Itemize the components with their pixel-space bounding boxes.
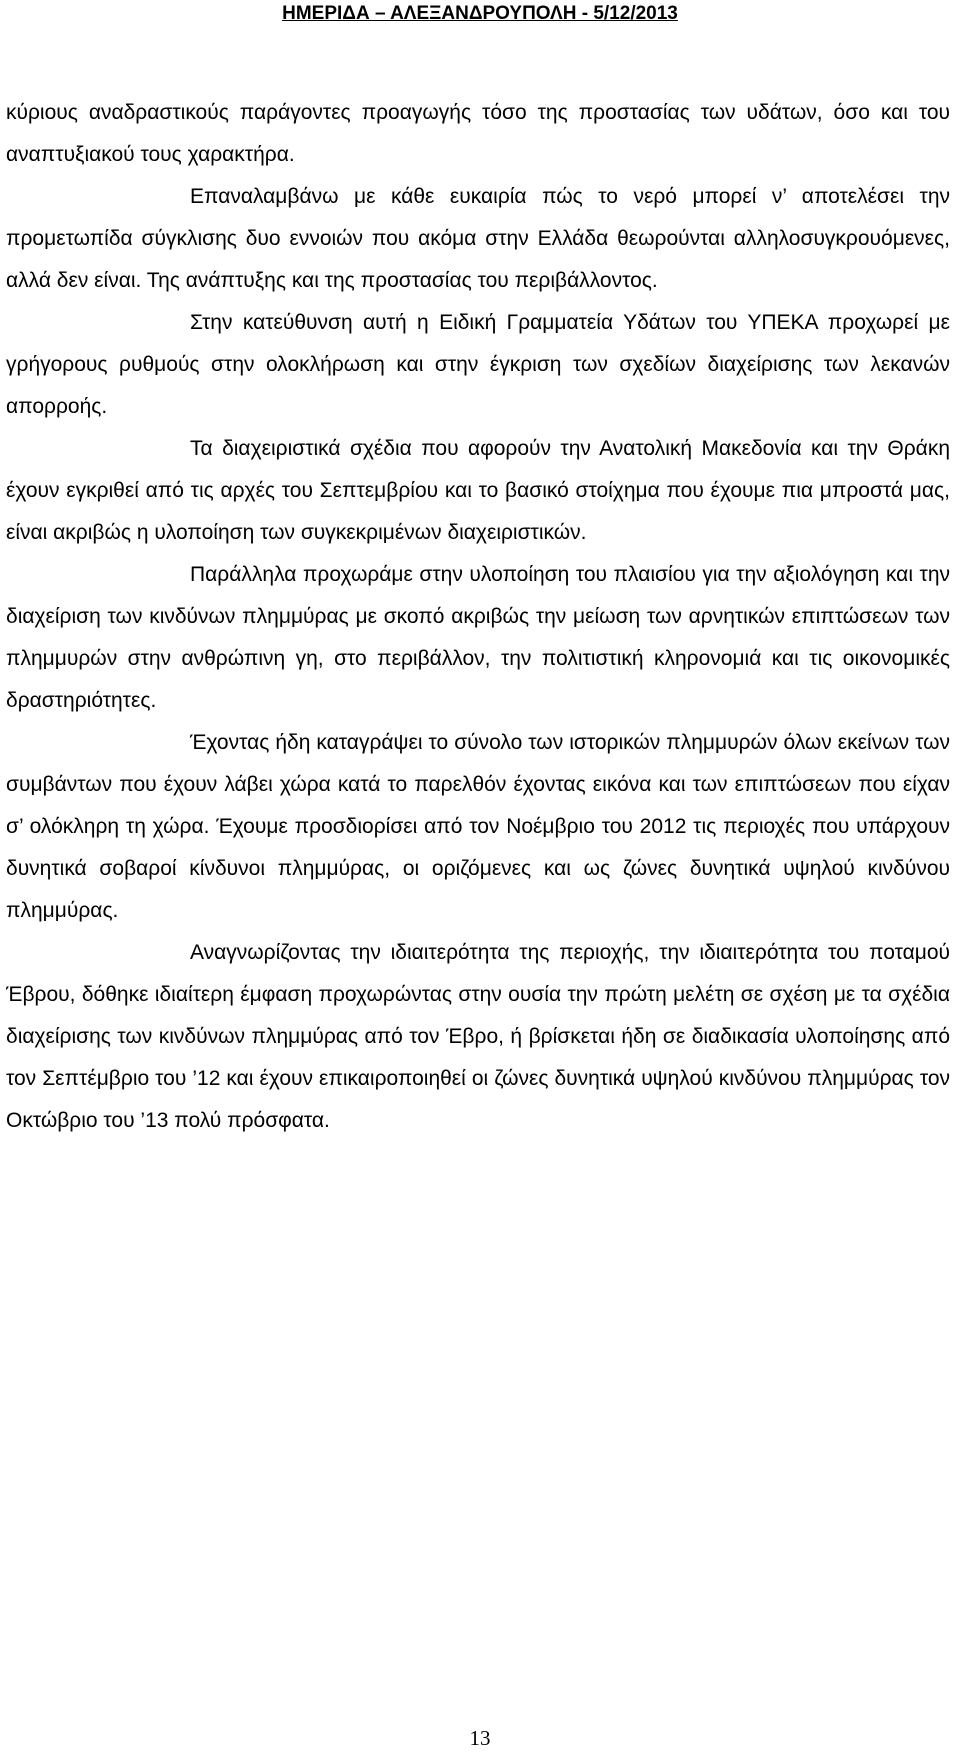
paragraph-3: Στην κατεύθυνση αυτή η Ειδική Γραμματεία Υδάτων του ΥΠΕΚΑ προχωρεί με γρήγορους ρυθμούς στην ολοκλήρωση και στην έγκριση των σχεδίων διαχείρισης των λεκανών απορροής. [6, 311, 950, 418]
paragraph-1: κύριους αναδραστικούς παράγοντες προαγωγής τόσο της προστασίας των υδάτων, όσο και του αναπτυξιακού τους χαρακτήρα. [6, 101, 950, 166]
page-number: 13 [469, 1726, 491, 1750]
paragraph-6: Έχοντας ήδη καταγράψει το σύνολο των ιστορικών πλημμυρών όλων εκείνων των συμβάντων που έχουν λάβει χώρα κατά το παρελθόν έχοντας εικόνα και των επιπτώσεων που είχαν σ’ ολόκληρη τη χώρα. Έχουμε προσδιορίσει από τον Νοέμβριο του 2012 τις περιοχές που υπάρχουν δυνητικά σοβαροί κίνδυνοι πλημμύρας, οι οριζόμενες και ως ζώνες δυνητικά υψηλού κινδύνου πλημμύρας. [6, 731, 950, 922]
paragraph-4: Τα διαχειριστικά σχέδια που αφορούν την Ανατολική Μακεδονία και την Θράκη έχουν εγκριθεί από τις αρχές του Σεπτεμβρίου και το βασικό στοίχημα που έχουμε πια μπροστά μας, είναι ακριβώς η υλοποίηση των συγκεκριμένων διαχειριστικών. [6, 437, 950, 544]
page-header: ΗΜΕΡΙΔΑ – ΑΛΕΞΑΝΔΡΟΥΠΟΛΗ - 5/12/2013 [282, 3, 678, 24]
paragraph-2: Επαναλαμβάνω με κάθε ευκαιρία πώς το νερό μπορεί ν’ αποτελέσει την προμετωπίδα σύγκλισης δυο εννοιών που ακόμα στην Ελλάδα θεωρούνται αλληλοσυγκρουόμενες, αλλά δεν είναι. Της ανάπτυξης και της προστασίας του περιβάλλοντος. [6, 185, 950, 292]
document-body [6, 92, 950, 1142]
paragraph-7: Αναγνωρίζοντας την ιδιαιτερότητα της περιοχής, την ιδιαιτερότητα του ποταμού Έβρου, δόθηκε ιδιαίτερη έμφαση προχωρώντας στην ουσία την πρώτη μελέτη σε σχέση με τα σχέδια διαχείρισης των κινδύνων πλημμύρας από τον Έβρο, ή βρίσκεται ήδη σε διαδικασία υλοποίησης από τον Σεπτέμβριο του ’12 και έχουν επικαιροποιηθεί οι ζώνες δυνητικά υψηλού κινδύνου πλημμύρας τον Οκτώβριο του ’13 πολύ πρόσφατα. [6, 941, 950, 1132]
paragraph-5: Παράλληλα προχωράμε στην υλοποίηση του πλαισίου για την αξιολόγηση και την διαχείριση των κινδύνων πλημμύρας με σκοπό ακριβώς την μείωση των αρνητικών επιπτώσεων των πλημμυρών στην ανθρώπινη γη, στο περιβάλλον, την πολιτιστική κληρονομιά και τις οικονομικές δραστηριότητες. [6, 563, 950, 712]
